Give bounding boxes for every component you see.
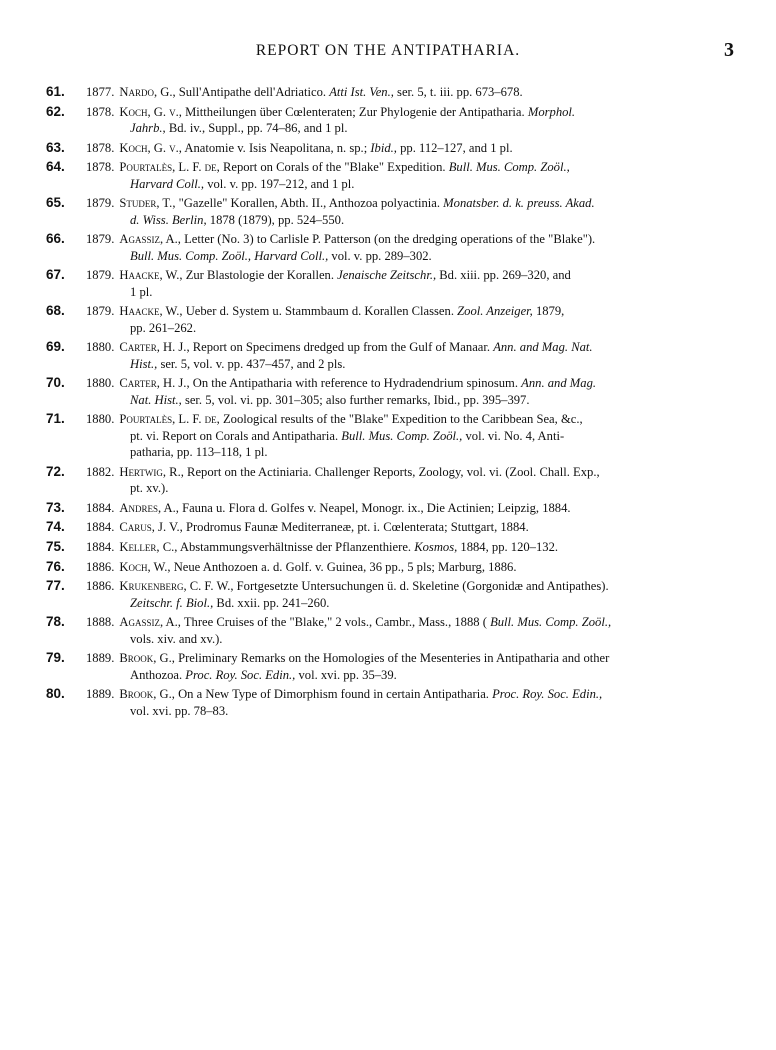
reference-text xyxy=(82,686,734,719)
reference-continuation xyxy=(86,703,734,719)
reference-entry xyxy=(46,614,734,647)
reference-entry xyxy=(46,375,734,408)
reference-journal: Bull. Mus. Comp. Zoöl., xyxy=(341,428,463,443)
reference-author: Koch, G. v., xyxy=(119,104,182,119)
reference-text xyxy=(82,411,734,460)
reference-year: 1884. xyxy=(86,539,115,554)
reference-text xyxy=(82,500,734,516)
reference-journal: d. Wiss. Berlin, xyxy=(130,212,207,227)
reference-number: 79. xyxy=(46,650,65,666)
reference-number: 75. xyxy=(46,538,65,554)
reference-entry xyxy=(46,303,734,336)
reference-continuation xyxy=(86,284,734,300)
reference-year: 1880. xyxy=(86,340,115,355)
reference-number: 78. xyxy=(46,614,65,630)
reference-entry xyxy=(46,578,734,611)
reference-title: Report on Specimens dredged up from the Gulf of Manaar. xyxy=(189,340,491,355)
reference-details: 1884, pp. 120–132. xyxy=(457,539,559,554)
reference-details: vol. xvi. pp. 35–39. xyxy=(295,667,397,682)
reference-journal: Proc. Roy. Soc. Edin., xyxy=(492,687,603,702)
reference-number: 66. xyxy=(46,231,65,247)
reference-entry xyxy=(46,159,734,192)
reference-entry xyxy=(46,686,734,719)
reference-text xyxy=(82,650,734,683)
reference-entry xyxy=(46,559,734,575)
reference-number: 65. xyxy=(46,195,65,211)
reference-year: 1879. xyxy=(86,268,115,283)
reference-number: 61. xyxy=(46,84,65,99)
reference-details: 1 pl. xyxy=(130,284,153,299)
reference-continuation xyxy=(86,392,734,408)
reference-details: pt. vi. Report on Corals and Antipatharia. xyxy=(130,428,339,443)
reference-details: vol. vi. No. 4, Anti- xyxy=(462,428,565,443)
reference-continuation xyxy=(86,320,734,336)
reference-journal: Bull. Mus. Comp. Zoöl., xyxy=(490,615,612,630)
reference-title: Prodromus Faunæ Mediterraneæ, pt. i. Cœlenterata; Stuttgart, 1884. xyxy=(182,520,529,535)
reference-text xyxy=(82,464,734,497)
reference-journal: Ibid., xyxy=(370,140,397,155)
reference-details: 1879, xyxy=(532,304,565,319)
reference-text xyxy=(82,140,734,156)
reference-number: 69. xyxy=(46,339,65,355)
reference-details: vol. v. pp. 197–212, and 1 pl. xyxy=(204,176,355,191)
reference-text xyxy=(82,104,734,137)
reference-year: 1889. xyxy=(86,687,115,702)
reference-number: 72. xyxy=(46,463,65,479)
reference-details: Bd. xxii. pp. 241–260. xyxy=(213,595,330,610)
reference-number: 71. xyxy=(46,411,65,427)
reference-year: 1878. xyxy=(86,140,115,155)
reference-details: Anthozoa. xyxy=(130,667,183,682)
reference-journal: Jenaische Zeitschr., xyxy=(337,268,437,283)
reference-number: 63. xyxy=(46,139,65,155)
reference-year: 1889. xyxy=(86,651,115,666)
reference-text xyxy=(82,159,734,192)
reference-details: vols. xiv. and xv.). xyxy=(130,631,223,646)
reference-journal: Zeitschr. f. Biol., xyxy=(130,595,214,610)
reference-details: vol. xvi. pp. 78–83. xyxy=(130,703,229,718)
reference-entry xyxy=(46,195,734,228)
reference-text xyxy=(82,578,734,611)
reference-entry xyxy=(46,464,734,497)
reference-year: 1884. xyxy=(86,500,115,515)
reference-year: 1879. xyxy=(86,232,115,247)
reference-year: 1878. xyxy=(86,160,115,175)
page-number: 3 xyxy=(724,39,734,61)
reference-author: Haacke, W., xyxy=(119,304,183,319)
reference-number: 73. xyxy=(46,499,65,515)
reference-title: Fortgesetzte Untersuchungen ü. d. Skeletine (Gorgonidæ and Antipathes). xyxy=(233,579,609,594)
reference-journal: Harvard Coll., xyxy=(130,176,205,191)
reference-journal: Zool. Anzeiger, xyxy=(457,304,533,319)
reference-entry xyxy=(46,267,734,300)
reference-number: 64. xyxy=(46,159,65,175)
reference-year: 1879. xyxy=(86,196,115,211)
reference-details: Bd. iv., Suppl., pp. 74–86, and 1 pl. xyxy=(165,120,348,135)
reference-continuation xyxy=(86,248,734,264)
reference-year: 1886. xyxy=(86,559,115,574)
reference-text xyxy=(82,231,734,264)
reference-journal: Hist., xyxy=(130,356,158,371)
reference-title: Preliminary Remarks on the Homologies of the Mesenteries in Antipatharia and other xyxy=(174,651,610,666)
reference-title: Anatomie v. Isis Neapolitana, n. sp.; xyxy=(181,140,368,155)
reference-journal: Bull. Mus. Comp. Zoöl., Harvard Coll., xyxy=(130,248,329,263)
reference-text xyxy=(82,267,734,300)
reference-text xyxy=(82,539,734,555)
reference-title: Ueber d. System u. Stammbaum d. Korallen Classen. xyxy=(182,304,454,319)
reference-entry xyxy=(46,519,734,535)
reference-number: 67. xyxy=(46,267,65,283)
reference-author: Koch, G. v., xyxy=(119,140,182,155)
reference-continuation xyxy=(86,595,734,611)
reference-title: On a New Type of Dimorphism found in certain Antipatharia. xyxy=(174,687,489,702)
page-header xyxy=(0,39,776,66)
reference-list xyxy=(46,84,734,722)
reference-journal: Proc. Roy. Soc. Edin., xyxy=(185,667,296,682)
reference-title: Letter (No. 3) to Carlisle P. Patterson (on the dredging operations of the "Blake"). xyxy=(180,232,596,247)
reference-year: 1879. xyxy=(86,304,115,319)
reference-text xyxy=(82,375,734,408)
reference-year: 1880. xyxy=(86,376,115,391)
reference-entry xyxy=(46,500,734,516)
reference-author: Agassiz, A., xyxy=(119,615,181,630)
reference-author: Andres, A., xyxy=(119,500,179,515)
reference-year: 1882. xyxy=(86,464,115,479)
reference-continuation xyxy=(86,212,734,228)
reference-text xyxy=(82,303,734,336)
reference-number: 62. xyxy=(46,103,65,119)
reference-author: Agassiz, A., xyxy=(119,232,181,247)
reference-entry xyxy=(46,140,734,156)
reference-author: Keller, C., xyxy=(119,539,178,554)
reference-number: 77. xyxy=(46,578,65,594)
reference-details: pp. 261–262. xyxy=(130,320,197,335)
reference-text xyxy=(82,559,734,575)
reference-text xyxy=(82,339,734,372)
reference-text xyxy=(82,614,734,647)
reference-title: Zoological results of the "Blake" Expedition to the Caribbean Sea, &c., xyxy=(219,412,583,427)
reference-text xyxy=(82,84,734,100)
reference-continuation xyxy=(86,480,734,496)
reference-title: Sull'Antipathe dell'Adriatico. xyxy=(175,85,327,99)
reference-entry xyxy=(46,339,734,372)
reference-title: Neue Anthozoen a. d. Golf. v. Guinea, 36 pp., 5 pls; Marburg, 1886. xyxy=(170,559,517,574)
reference-journal: Ann. and Mag. xyxy=(521,376,597,391)
reference-entry xyxy=(46,650,734,683)
reference-details: pp. 112–127, and 1 pl. xyxy=(396,140,513,155)
reference-continuation xyxy=(86,356,734,372)
reference-author: Carter, H. J., xyxy=(119,376,190,391)
reference-entry xyxy=(46,539,734,555)
reference-journal: Atti Ist. Ven., xyxy=(329,85,394,99)
reference-details: ser. 5, vol. v. pp. 437–457, and 2 pls. xyxy=(157,356,346,371)
reference-text xyxy=(82,195,734,228)
reference-author: Brook, G., xyxy=(119,651,175,666)
running-title: REPORT ON THE ANTIPATHARIA. xyxy=(255,42,521,59)
reference-details: ser. 5, t. iii. pp. 673–678. xyxy=(393,85,523,99)
reference-journal: Jahrb., xyxy=(130,120,166,135)
reference-title: Zur Blastologie der Korallen. xyxy=(182,268,334,283)
reference-number: 68. xyxy=(46,303,65,319)
reference-number: 74. xyxy=(46,519,65,535)
reference-continuation xyxy=(86,176,734,192)
reference-details: Bd. xiii. pp. 269–320, and xyxy=(436,268,571,283)
reference-continuation xyxy=(86,667,734,683)
reference-continuation xyxy=(86,428,734,461)
reference-author: Brook, G., xyxy=(119,687,175,702)
reference-entry xyxy=(46,231,734,264)
reference-details: patharia, pp. 113–118, 1 pl. xyxy=(130,444,268,459)
reference-journal: Morphol. xyxy=(527,104,576,119)
reference-author: Hertwig, R., xyxy=(119,464,184,479)
reference-title: Report on Corals of the "Blake" Expedition. xyxy=(219,160,446,175)
reference-year: 1888. xyxy=(86,615,115,630)
reference-journal: Kosmos, xyxy=(414,539,458,554)
reference-details: 1878 (1879), pp. 524–550. xyxy=(206,212,345,227)
reference-journal: Monatsber. d. k. preuss. Akad. xyxy=(443,196,595,211)
reference-number: 80. xyxy=(46,686,65,702)
reference-entry xyxy=(46,84,734,100)
reference-author: Pourtalès, L. F. de, xyxy=(119,160,220,175)
reference-title: Mittheilungen über Cœlenteraten; Zur Phylogenie der Antipatharia. xyxy=(181,104,525,119)
reference-author: Krukenberg, C. F. W., xyxy=(119,579,234,594)
reference-author: Nardo, G., xyxy=(119,85,176,99)
reference-entry xyxy=(46,104,734,137)
reference-author: Koch, W., xyxy=(119,559,171,574)
reference-title: On the Antipatharia with reference to Hydradendrium spinosum. xyxy=(189,376,518,391)
reference-number: 70. xyxy=(46,375,65,391)
reference-author: Haacke, W., xyxy=(119,268,183,283)
reference-details: pt. xv.). xyxy=(130,480,169,495)
reference-year: 1886. xyxy=(86,579,115,594)
reference-title: Abstammungsverhältnisse der Pflanzenthiere. xyxy=(177,539,412,554)
reference-journal: Nat. Hist., xyxy=(130,392,182,407)
reference-title: Three Cruises of the "Blake," 2 vols., Cambr., Mass., 1888 ( xyxy=(180,615,487,630)
reference-title: Report on the Actiniaria. Challenger Reports, Zoology, vol. vi. (Zool. Chall. Exp., xyxy=(183,464,600,479)
reference-author: Studer, T., xyxy=(119,196,176,211)
reference-year: 1880. xyxy=(86,412,115,427)
reference-year: 1877. xyxy=(86,85,115,99)
reference-journal: Bull. Mus. Comp. Zoöl., xyxy=(448,160,570,175)
reference-author: Pourtalès, L. F. de, xyxy=(119,412,220,427)
reference-continuation xyxy=(86,631,734,647)
reference-author: Carus, J. V., xyxy=(119,520,183,535)
reference-details: vol. v. pp. 289–302. xyxy=(328,248,432,263)
reference-text xyxy=(82,519,734,535)
reference-author: Carter, H. J., xyxy=(119,340,190,355)
reference-details: ser. 5, vol. vi. pp. 301–305; also further remarks, Ibid., pp. 395–397. xyxy=(181,392,530,407)
reference-number: 76. xyxy=(46,558,65,574)
reference-year: 1878. xyxy=(86,104,115,119)
reference-title: Fauna u. Flora d. Golfes v. Neapel, Monogr. ix., Die Actinien; Leipzig, 1884. xyxy=(178,500,571,515)
reference-entry xyxy=(46,411,734,460)
reference-year: 1884. xyxy=(86,520,115,535)
reference-continuation xyxy=(86,120,734,136)
reference-journal: Ann. and Mag. Nat. xyxy=(493,340,593,355)
reference-title: "Gazelle" Korallen, Abth. II., Anthozoa polyactinia. xyxy=(175,196,440,211)
